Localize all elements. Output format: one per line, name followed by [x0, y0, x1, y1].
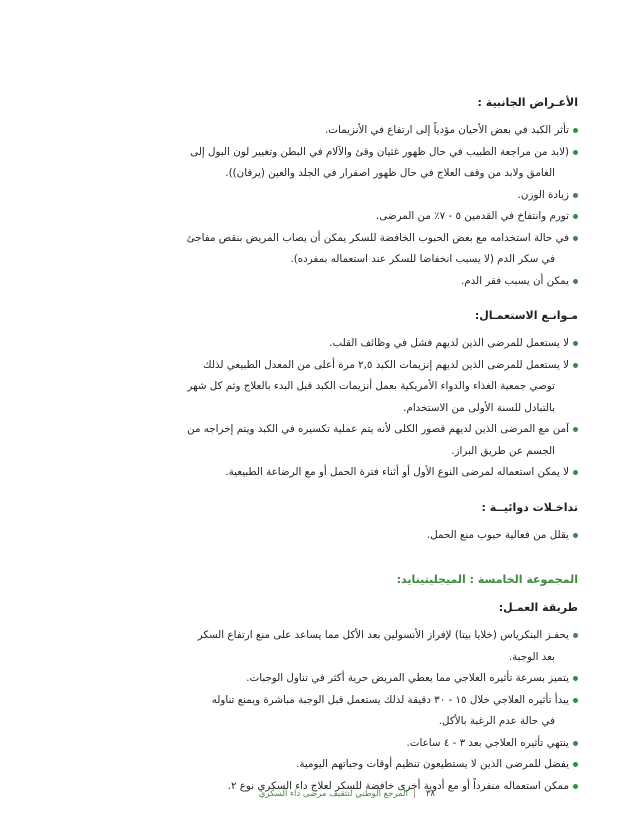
list-item-text: يتميز بسرعة تأثيره العلاجي مما يعطي المريض حرية أكثر في تناول الوجبات.: [246, 672, 569, 684]
list-item: [56, 668, 578, 690]
list-item: [56, 355, 578, 420]
page-content: [56, 95, 578, 797]
list-item: [56, 754, 578, 776]
footer-separator: |: [413, 789, 416, 799]
contraindications-list: [56, 333, 578, 484]
side-effects-heading: الأعـراض الجانبية :: [477, 96, 578, 109]
list-item-text: يمكن أن يسبب فقر الدم.: [461, 274, 569, 287]
page-number: ٣٨: [425, 789, 435, 799]
list-item: [56, 120, 578, 142]
list-item-continuation: توصي جمعية الغذاء والدواء الأمريكية بعمل أنزيمات الكبد قبل البدء بالعلاج وثم كل شهر: [187, 380, 555, 392]
list-item-continuation: بعد الوجبة.: [508, 650, 555, 663]
mechanism-list: [56, 625, 578, 797]
list-item: [56, 228, 578, 271]
list-item-text: لا يستعمل للمرضى الذين لديهم إنزيمات الكبد ٢,٥ مرة أعلى من المعدل الطبيعي لذلك: [203, 358, 569, 371]
list-item-continuation: بالتبادل للسنة الأولى من الاستخدام.: [403, 401, 555, 414]
list-item-text: لا يمكن استعماله لمرضى النوع الأول أو أثناء فترة الحمل أو مع الرضاعة الطبيعية.: [225, 466, 569, 478]
list-item-continuation: في سكر الدم (لا يسبب انخفاضا للسكر عند استعماله بمفرده).: [290, 253, 555, 265]
interactions-heading: تداخـلات دوائيــة :: [481, 500, 578, 514]
footer-title: المرجع الوطني لتثقيف مرضى داء السكري: [258, 789, 408, 799]
side-effects-list: [56, 120, 578, 292]
list-item-text: يحفـز البنكرياس (خلايا بيتا) لإفراز الأنسولين بعد الأكل مما يساعد على منع ارتفاع السكر: [197, 629, 569, 641]
list-item-text: تورم وانتفاخ في القدمين ٥ - ٧٪ من المرضى.: [375, 210, 569, 222]
list-item: [56, 185, 578, 207]
contraindications-heading: مـوانـع الاستعمـال:: [474, 309, 578, 322]
group5-section: [56, 572, 578, 797]
list-item: [56, 625, 578, 668]
list-item: [56, 525, 578, 547]
list-item-text: تأثر الكبد في بعض الأحيان مؤدياً إلى ارتفاع في الأنزيمات.: [325, 124, 569, 136]
list-item-text: يقلل من فعالية حبوب منع الحمل.: [426, 528, 569, 541]
interactions-list: [56, 525, 578, 547]
list-item-text: ينتهي تأثيره العلاجي بعد ٣ - ٤ ساعات.: [406, 736, 569, 749]
list-item-text: ممكن استعماله منفرداً أو مع أدوية أخرى خافضة للسكر لعلاج داء السكري نوع ٢.: [227, 779, 569, 792]
list-item: [56, 333, 578, 355]
list-item: [56, 733, 578, 755]
side-effects-section: [56, 95, 578, 292]
list-item-text: يفضل للمرضى الذين لا يستطيعون تنظيم أوقات وجباتهم اليومية.: [296, 758, 569, 770]
list-item-text: في حالة استخدامه مع بعض الحبوب الخافضة للسكر يمكن أن يصاب المريض بنقص مفاجئ: [186, 231, 569, 244]
list-item-continuation: في حالة عدم الرغبة بالأكل.: [438, 715, 555, 727]
list-item-text: آمن مع المرضى الذين لديهم قصور الكلى لأنه يتم عملية تكسيره في الكبد ويتم إخراجه من: [187, 423, 569, 435]
list-item: [56, 142, 578, 185]
list-item-continuation: الجسم عن طريق البراز.: [451, 444, 555, 457]
list-item-text: زيادة الوزن.: [517, 188, 569, 201]
list-item-text: (لابد من مراجعة الطبيب في حال ظهور غثيان وقئ والآلام في البطن وتغيير لون البول إلى: [190, 145, 569, 158]
list-item-text: لا يستعمل للمرضى الذين لديهم فشل في وظائف القلب.: [329, 337, 569, 349]
list-item: [56, 690, 578, 733]
mechanism-heading: طريقة العمـل:: [498, 601, 578, 614]
list-item: [56, 206, 578, 228]
list-item: [56, 271, 578, 293]
contraindications-section: [56, 308, 578, 484]
list-item: [56, 462, 578, 484]
group5-title: المجموعة الخامسة : الميجليتينايد:: [396, 573, 578, 586]
list-item-continuation: الغامق ولابد من وقف العلاج في حال ظهور اصفرار في الجلد والعين (يرقان)).: [225, 167, 555, 179]
list-item-text: يبدأ تأثيره العلاجي خلال ١٥ - ٣٠ دقيقة لذلك يستعمل قبل الوجبة مباشرة ويمنع تناوله: [211, 693, 569, 706]
interactions-section: [56, 500, 578, 547]
list-item: [56, 419, 578, 462]
